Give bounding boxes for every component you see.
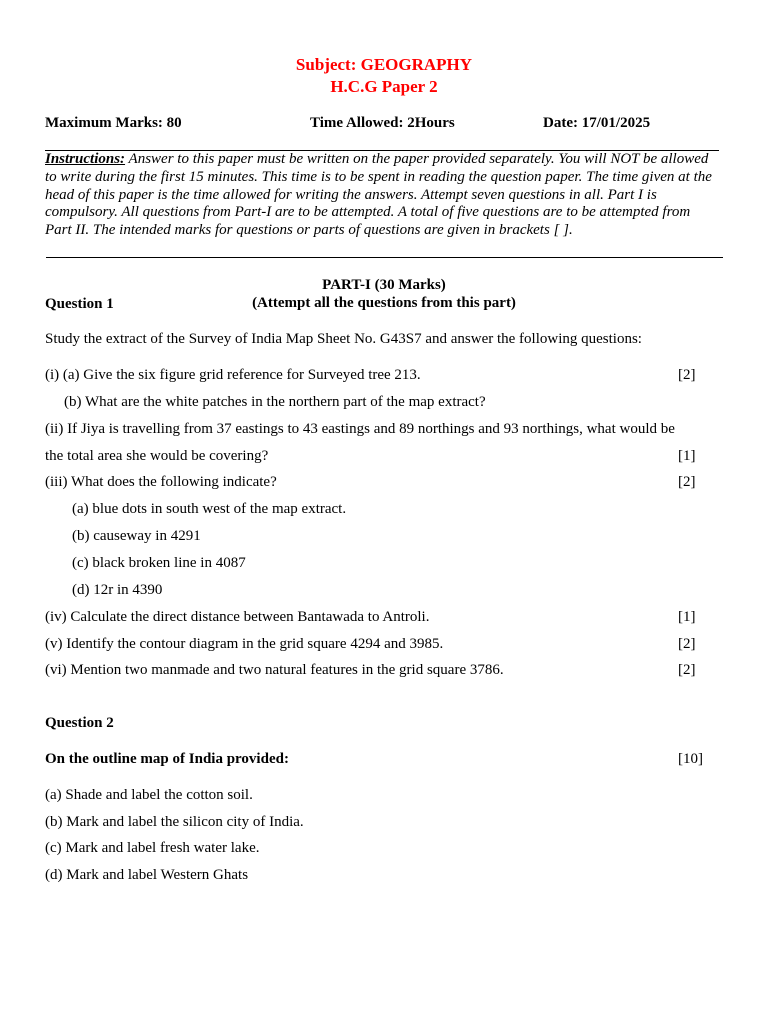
q1-line: (v) Identify the contour diagram in the grid square 4294 and 3985.	[45, 636, 444, 652]
q2-item: (c) Mark and label fresh water lake.	[45, 840, 260, 856]
q1-line: (d) 12r in 4390	[72, 582, 163, 598]
q1-mark: [2]	[678, 367, 696, 383]
q1-line: (vi) Mention two manmade and two natural features in the grid square 3786.	[45, 662, 504, 678]
q1-mark: [1]	[678, 609, 696, 625]
exam-date: Date: 17/01/2025	[543, 115, 651, 131]
q1-line: (iv) Calculate the direct distance between Bantawada to Antroli.	[45, 609, 430, 625]
q2-mark: [10]	[678, 751, 703, 767]
question-1-label: Question 1	[45, 296, 114, 312]
q1-line: the total area she would be covering?	[45, 448, 269, 464]
q1-line: (i) (a) Give the six figure grid reference for Surveyed tree 213.	[45, 367, 421, 383]
q1-line: (c) black broken line in 4087	[72, 555, 246, 571]
instructions-text: Answer to this paper must be written on the paper provided separately. You will NOT be allowed to write during the first 15 minutes. This time is to be spent in reading the question paper. The time given at the head of this paper is the time allowed for writing the answers. Attempt seven questions in all. Part I is compulsory. All questions from Part-I are to be attempted. A total of five questions are to be attempted from Part II. The intended marks for questions or parts of questions are given in brackets [ ].	[45, 151, 712, 239]
q2-item: (a) Shade and label the cotton soil.	[45, 787, 253, 803]
divider	[46, 257, 723, 258]
q1-line: (iii) What does the following indicate?	[45, 474, 277, 490]
q2-item: (b) Mark and label the silicon city of India.	[45, 814, 304, 830]
max-marks: Maximum Marks: 80	[45, 115, 182, 131]
instructions-block	[45, 150, 719, 240]
q1-mark: [2]	[678, 474, 696, 490]
question-2-label: Question 2	[45, 715, 114, 731]
part1-title: PART-I (30 Marks)	[322, 277, 446, 293]
question-1-intro: Study the extract of the Survey of India Map Sheet No. G43S7 and answer the following questions:	[45, 331, 642, 347]
q1-line: (a) blue dots in south west of the map extract.	[72, 501, 347, 517]
q1-mark: [2]	[678, 636, 696, 652]
subject-title: Subject: GEOGRAPHY	[295, 55, 473, 74]
q1-line: (ii) If Jiya is travelling from 37 eastings to 43 eastings and 89 northings and 93 northings, what would be	[45, 421, 675, 437]
q1-line: (b) What are the white patches in the northern part of the map extract?	[64, 394, 486, 410]
question-2-intro: On the outline map of India provided:	[45, 751, 289, 767]
q1-mark: [1]	[678, 448, 696, 464]
instructions-label: Instructions:	[45, 151, 126, 167]
paper-title: H.C.G Paper 2	[330, 77, 438, 96]
q1-line: (b) causeway in 4291	[72, 528, 201, 544]
q1-mark: [2]	[678, 662, 696, 678]
part1-subtitle: (Attempt all the questions from this part)	[252, 295, 516, 311]
q2-item: (d) Mark and label Western Ghats	[45, 867, 249, 883]
time-allowed: Time Allowed: 2Hours	[310, 115, 455, 131]
